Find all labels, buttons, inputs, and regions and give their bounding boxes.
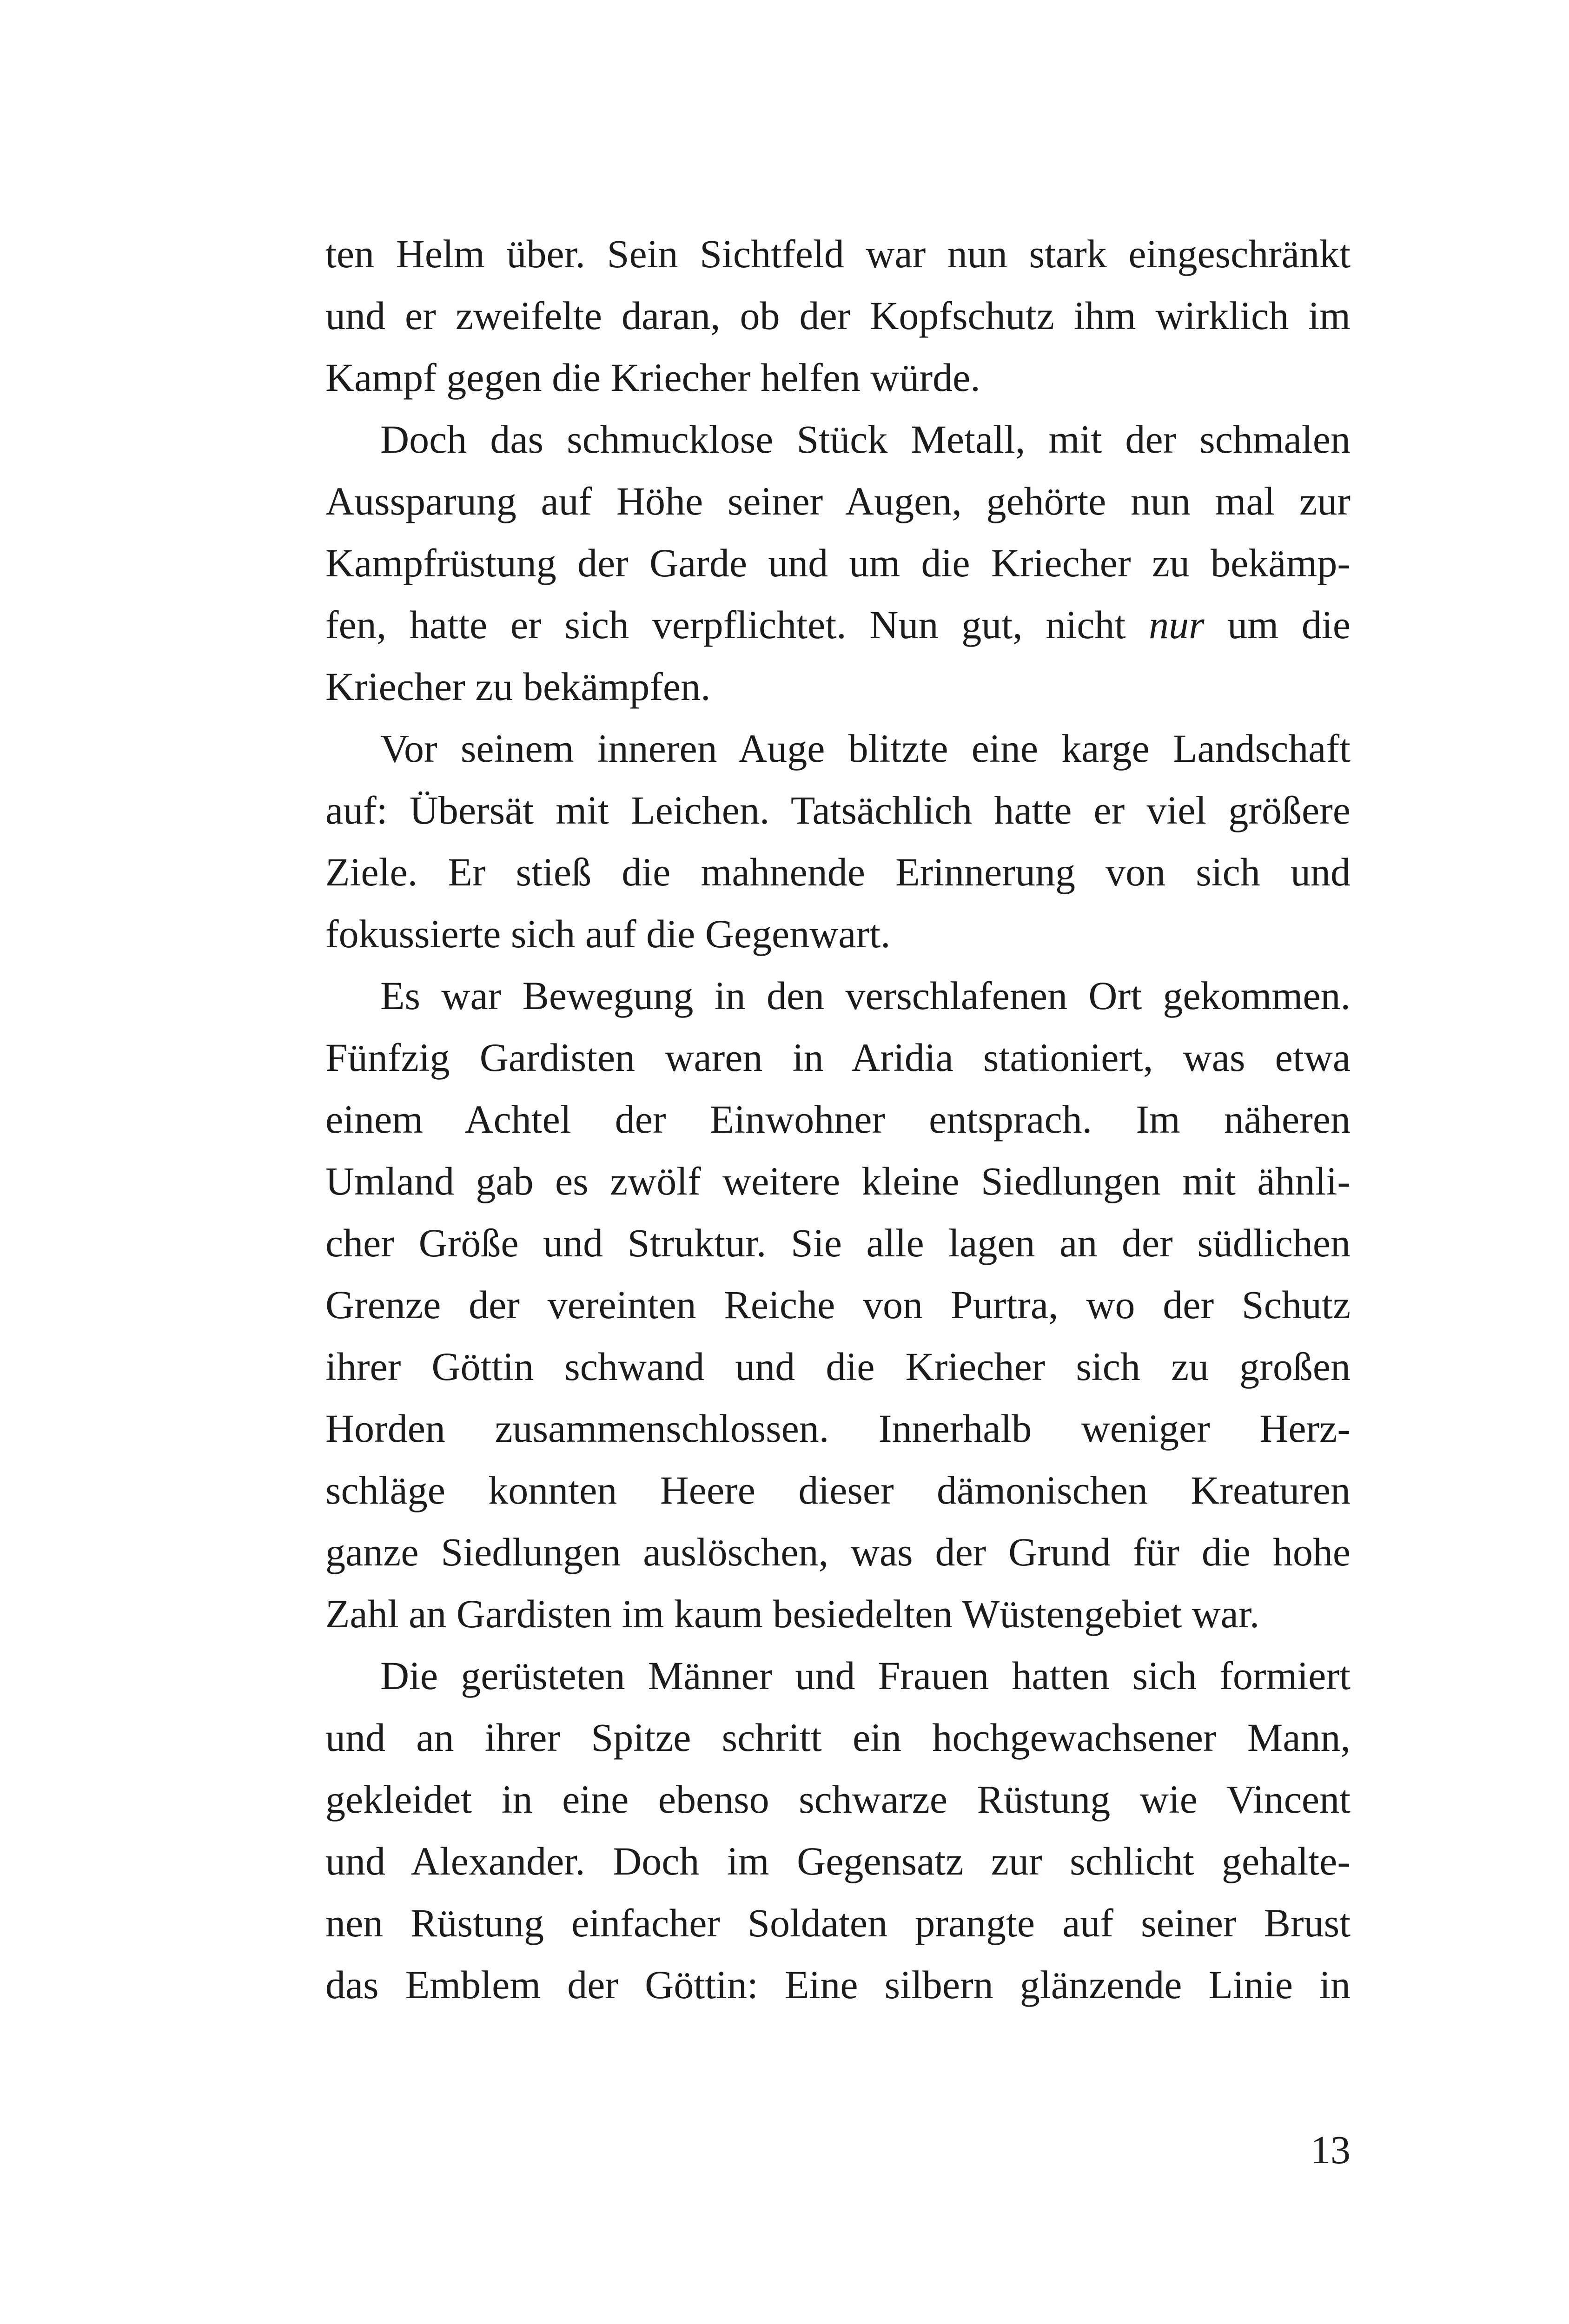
text-line: Ziele. Er stieß die mahnende Erinnerung von sich und (325, 850, 1351, 894)
text-line: ihrer Göttin schwand und die Kriecher sich zu großen (325, 1344, 1351, 1389)
text-line: Umland gab es zwölf weitere kleine Siedlungen mit ähnli- (325, 1159, 1351, 1203)
text-line: Zahl an Gardisten im kaum besiedelten Wüstengebiet war. (325, 1591, 1260, 1636)
text-line: Kampf gegen die Kriecher helfen würde. (325, 355, 980, 400)
text-line: einem Achtel der Einwohner entsprach. Im näheren (325, 1097, 1351, 1142)
paragraph (325, 409, 1351, 718)
text-line: nen Rüstung einfacher Soldaten prangte auf seiner Brust (325, 1901, 1351, 1945)
text-line: gekleidet in eine ebenso schwarze Rüstung wie Vincent (325, 1777, 1351, 1822)
text-line: Kampfrüstung der Garde und um die Kriecher zu bekämp- (325, 541, 1351, 585)
body-text (325, 223, 1351, 2016)
text-line: fen, hatte er sich verpflichtet. Nun gut, nicht nur um die (325, 602, 1351, 647)
text-line: Horden zusammenschlossen. Innerhalb weniger Herz- (325, 1406, 1351, 1451)
text-line: Doch das schmucklose Stück Metall, mit der schmalen (380, 417, 1351, 462)
text-line: auf: Übersät mit Leichen. Tatsächlich hatte er viel größere (325, 788, 1351, 832)
text-line: Grenze der vereinten Reiche von Purtra, wo der Schutz (325, 1282, 1351, 1327)
text-line: und Alexander. Doch im Gegensatz zur schlicht gehalte- (325, 1839, 1351, 1883)
text-line: ganze Siedlungen auslöschen, was der Grund für die hohe (325, 1530, 1351, 1574)
emphasized-word: nur (1149, 602, 1205, 647)
text-line: fokussierte sich auf die Gegenwart. (325, 911, 891, 956)
paragraph (325, 1645, 1351, 2016)
text-line: und er zweifelte daran, ob der Kopfschutz ihm wirklich im (325, 293, 1351, 338)
text-line: Es war Bewegung in den verschlafenen Ort gekommen. (380, 973, 1351, 1018)
text-line: schläge konnten Heere dieser dämonischen Kreaturen (325, 1468, 1351, 1512)
text-line: Fünfzig Gardisten waren in Aridia stationiert, was etwa (325, 1035, 1351, 1080)
text-line: und an ihrer Spitze schritt ein hochgewachsener Mann, (325, 1715, 1351, 1760)
text-line: cher Größe und Struktur. Sie alle lagen an der südlichen (325, 1221, 1351, 1265)
text-line: das Emblem der Göttin: Eine silbern glänzende Linie in (325, 1962, 1351, 2007)
text-line: Vor seinem inneren Auge blitzte eine karge Landschaft (380, 726, 1351, 771)
paragraph (325, 223, 1351, 409)
text-line: ten Helm über. Sein Sichtfeld war nun stark eingeschränkt (325, 231, 1351, 276)
paragraph (325, 718, 1351, 965)
text-line: Die gerüsteten Männer und Frauen hatten sich formiert (380, 1653, 1351, 1698)
text-line: Aussparung auf Höhe seiner Augen, gehörte nun mal zur (325, 479, 1351, 523)
page-number: 13 (1311, 2127, 1351, 2172)
paragraph (325, 965, 1351, 1645)
text-line: Kriecher zu bekämpfen. (325, 664, 711, 709)
